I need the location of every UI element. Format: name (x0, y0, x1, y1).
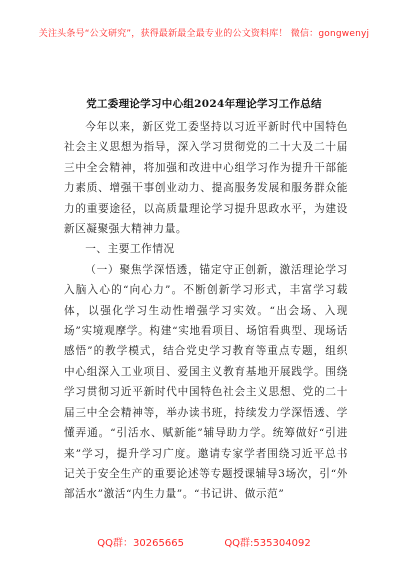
footer-qq-group-1: QQ群：30265665 (97, 538, 184, 549)
body-paragraph: （一）聚焦学深悟透，锚定守正创新，激活理论学习入脑入心的“向心力”。不断创新学习形式，丰富学习载体，以强化学习生动性增强学习实效。“出会场、入现场”实境观摩学。构建“实地看项目、场馆看典型、现场话感悟”的教学模式，结合党史学习教育等重点专题，组织中心组深入工业项目、爱国主义教育基地开展践学。围绕学习贯彻习近平新时代中国特色社会主义思想、党的二十届三中全会精神等，举办读书班，持续发力学深悟透、学懂弄通。“引活水、赋新能”辅导助力学。统筹做好“引进来”学习，提升学习广度。邀请专家学者围绕习近平总书记关于安全生产的重要论述等专题授课辅导3场次，引“外部活水”激活“内生力量”。“书记讲、做示范” (64, 263, 348, 501)
footer-contact (0, 534, 408, 549)
document-body (64, 117, 348, 505)
section-heading: 一、主要工作情况 (85, 243, 175, 256)
intro-paragraph: 今年以来，新区党工委坚持以习近平新时代中国特色社会主义思想为指导，深入学习贯彻党的二十大及二十届三中全会精神，将加强和改进中心组学习作为提升干部能力素质、增强干事创业动力、提高服务发展和服务群众能力的重要途径，以高质量理论学习提升思政水平，为建设新区凝聚强大精神力量。 (64, 121, 348, 236)
document-title: 党工委理论学习中心组2024年理论学习工作总结 (86, 98, 322, 110)
footer-qq-group-2: QQ群:535304092 (224, 538, 311, 549)
header-promo-banner: 关注头条号“公文研究”，获得最新最全最专业的公文资料库！ 微信：gongwenyj (38, 29, 370, 39)
